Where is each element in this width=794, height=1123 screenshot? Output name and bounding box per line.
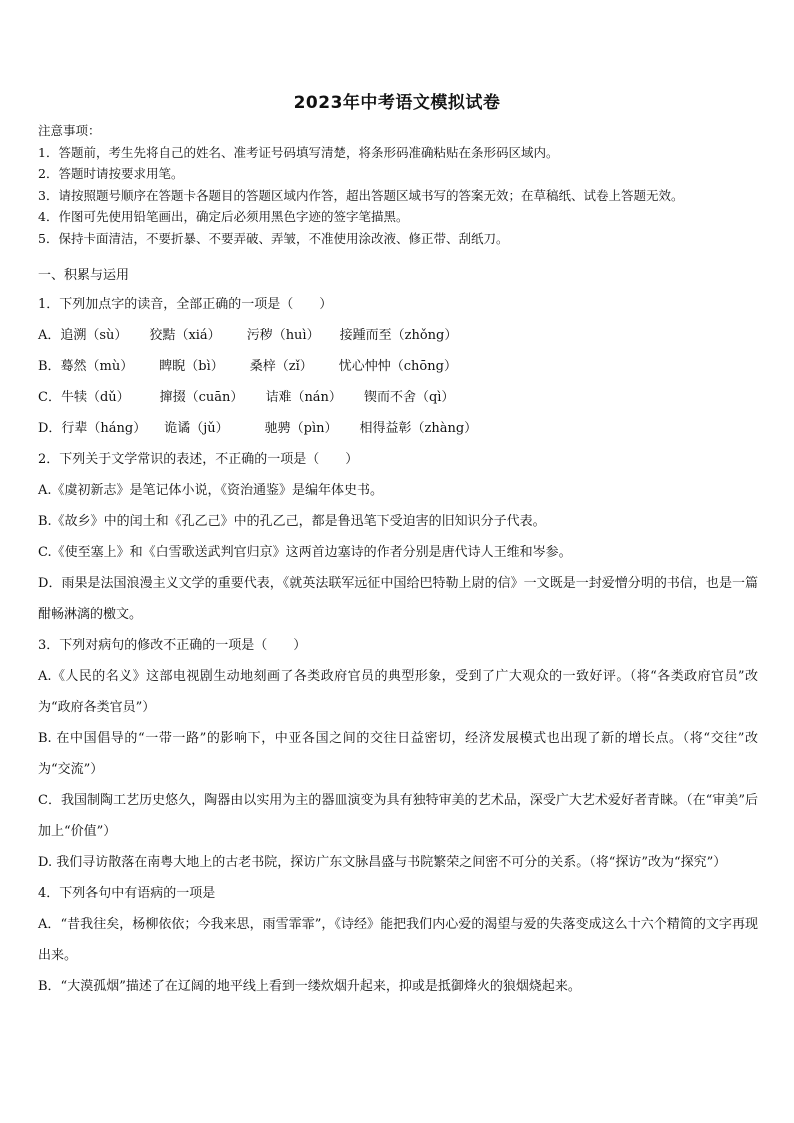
notice-item: 1．答题前，考生先将自己的姓名、准考证号码填写清楚，将条形码准确粘贴在条形码区域内。 (38, 144, 559, 160)
notice-block (38, 120, 778, 249)
question-1-option-c (38, 382, 758, 413)
option-part: 桑梓（zǐ） (249, 359, 313, 374)
question-1-option-b (38, 351, 758, 382)
option-part: 接踵而至（zhǒng） (339, 328, 458, 343)
option-part: 狡黠（xiá） (149, 328, 221, 343)
question-1-option-a (38, 320, 758, 351)
question-1-stem: 1．下列加点字的读音，全部正确的一项是（ ） (38, 297, 333, 312)
question-3-option-d: D. 我们寻访散落在南粤大地上的古老书院，探访广东文脉昌盛与书院繁荣之间密不可分的关系。（将“探访”改为“探究”） (38, 855, 727, 870)
question-1-option-d (38, 413, 758, 444)
question-3-option-c: C．我国制陶工艺历史悠久，陶器由以实用为主的器皿演变为具有独特审美的艺术品，深受广大艺术爱好者青睐。（在“审美”后加上“价值”） (38, 793, 758, 839)
option-part: 相得益彰（zhàng） (359, 421, 478, 436)
notice-item: 4．作图可先使用铅笔画出，确定后必须用黑色字迹的签字笔描黑。 (38, 209, 409, 224)
question-3-option-b: B. 在中国倡导的“一带一路”的影响下，中亚各国之间的交往日益密切，经济发展模式也出现了新的增长点。（将“交往”改为“交流”） (38, 731, 758, 777)
question-2-stem: 2．下列关于文学常识的表述，不正确的一项是（ ） (38, 452, 359, 467)
notice-heading: 注意事项： (38, 123, 101, 138)
section-heading: 一、积累与运用 (38, 268, 130, 283)
option-part: 诘难（nán） (265, 390, 342, 405)
option-part: A．追溯（sù） (38, 328, 128, 343)
question-2-option-b: B.《故乡》中的闰土和《孔乙己》中的孔乙己，都是鲁迅笔下受迫害的旧知识分子代表。 (38, 514, 546, 529)
question-2-option-c: C.《使至塞上》和《白雪歌送武判官归京》这两首边塞诗的作者分别是唐代诗人王维和岑参。 (38, 545, 572, 560)
option-part: 诡谲（jǔ） (164, 421, 229, 436)
notice-item: 2．答题时请按要求用笔。 (38, 166, 184, 181)
option-part: 锲而不舍（qì） (363, 390, 455, 405)
question-4-stem: 4．下列各句中有语病的一项是 (38, 886, 216, 901)
question-3-stem: 3．下列对病句的修改不正确的一项是（ ） (38, 638, 307, 653)
option-part: B．蓦然（mù） (38, 359, 134, 374)
question-2-option-d: D．雨果是法国浪漫主义文学的重要代表，《就英法联军远征中国给巴特勒上尉的信》一文既是一封爱憎分明的书信，也是一篇酣畅淋漓的檄文。 (38, 576, 758, 622)
question-2-option-a: A.《虞初新志》是笔记体小说，《资治通鉴》是编年体史书。 (38, 483, 384, 498)
option-part: 驰骋（pìn） (264, 421, 338, 436)
question-3-option-a: A.《人民的名义》这部电视剧生动地刻画了各类政府官员的典型形象，受到了广大观众的一致好评。（将“各类政府官员”改为“政府各类官员”） (38, 669, 758, 715)
notice-item: 3．请按照题号顺序在答题卡各题目的答题区域内作答，超出答题区域书写的答案无效；在草稿纸、试卷上答题无效。 (38, 187, 684, 203)
option-part: 撺掇（cuān） (159, 390, 244, 405)
option-part: 睥睨（bì） (159, 359, 224, 374)
page-title: 2023年中考语文模拟试卷 (293, 93, 501, 113)
notice-item: 5．保持卡面清洁，不要折暴、不要弄破、弄皱，不准使用涂改液、修正带、刮纸刀。 (38, 230, 509, 246)
questions-block (38, 289, 758, 1002)
option-part: C．牛犊（dǔ） (38, 390, 130, 405)
option-part: D．行辈（háng） (38, 421, 147, 436)
question-4-option-b: B．“大漠孤烟”描述了在辽阔的地平线上看到一缕炊烟升起来，抑或是抵御烽火的狼烟烧起来。 (38, 979, 581, 994)
question-4-option-a: A．“昔我往矣，杨柳依依；今我来思，雨雪霏霏”，《诗经》能把我们内心爱的渴望与爱的失落变成这么十六个精简的文字再现出来。 (38, 917, 758, 963)
option-part: 污秽（huì） (246, 328, 320, 343)
option-part: 忧心忡忡（chōng） (338, 359, 457, 374)
